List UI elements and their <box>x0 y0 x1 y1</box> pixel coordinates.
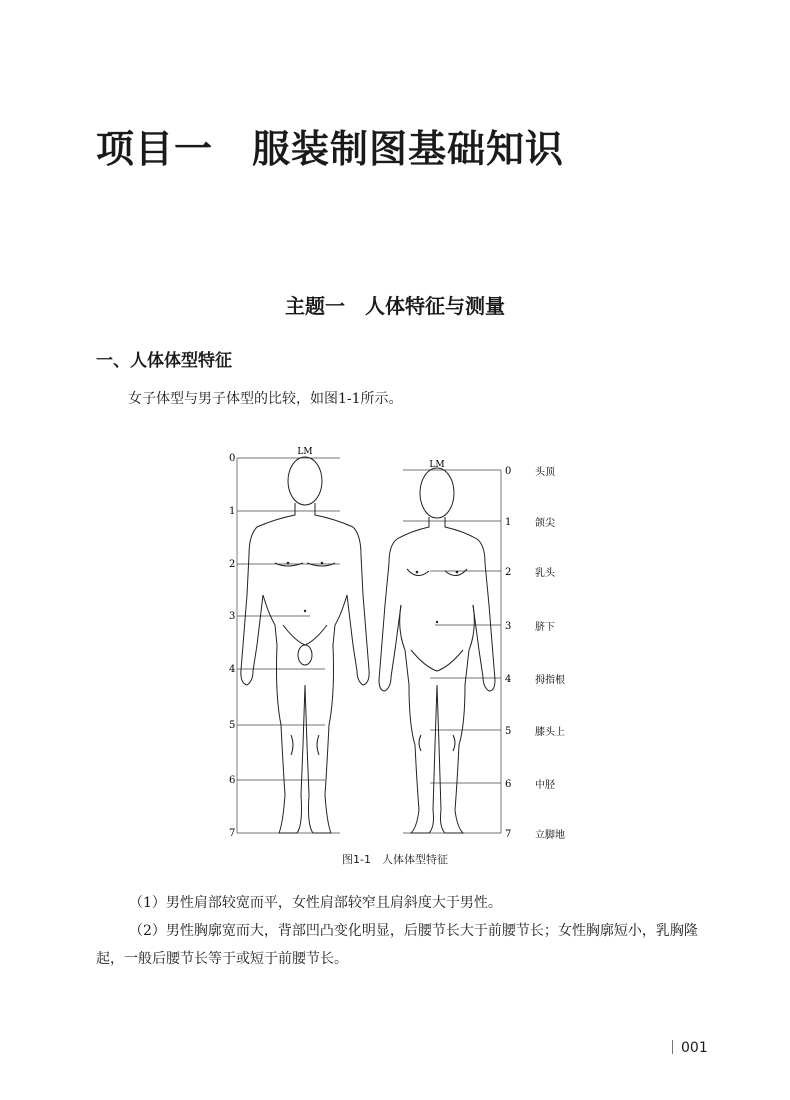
head-unit-left-3: 3 <box>229 611 236 622</box>
female-figure <box>379 468 495 833</box>
head-unit-right-1: 1 <box>505 517 512 528</box>
head-unit-left-5: 5 <box>229 720 236 731</box>
head-unit-left-2: 2 <box>229 559 236 570</box>
head-unit-left-7: 7 <box>229 828 236 839</box>
intro-text: 女子体型与男子体型的比较，如图1-1所示。 <box>128 391 403 407</box>
head-unit-left-0: 0 <box>229 453 236 464</box>
head-unit-left-1: 1 <box>229 506 236 517</box>
landmark-label: 中胫 <box>535 780 555 791</box>
landmark-label: 头顶 <box>535 467 555 478</box>
paragraph-1: （1）男性肩部较宽而平，女性肩部较窄且肩斜度大于男性。 <box>129 895 502 911</box>
lm-label-male: LM <box>297 447 313 457</box>
head-unit-right-5: 5 <box>505 726 512 737</box>
head-unit-right-0: 0 <box>505 466 512 477</box>
head-unit-right-6: 6 <box>505 779 512 790</box>
head-unit-right-7: 7 <box>505 829 512 840</box>
landmark-label: 立脚地 <box>535 830 565 841</box>
landmark-label: 膝头上 <box>535 727 565 738</box>
landmark-label: 乳头 <box>535 568 555 579</box>
landmark-label: 脐下 <box>535 622 555 633</box>
female-figure-guides <box>403 470 501 833</box>
male-figure <box>241 457 369 833</box>
head-unit-right-3: 3 <box>505 621 512 632</box>
lm-label-female: LM <box>429 460 445 470</box>
male-figure-guides <box>237 458 340 833</box>
section-heading: 一、人体体型特征 <box>96 351 232 371</box>
landmark-label: 拇指根 <box>535 675 565 686</box>
head-unit-left-4: 4 <box>229 664 236 675</box>
body-proportion-figure <box>225 445 585 845</box>
head-unit-left-6: 6 <box>229 775 236 786</box>
head-unit-right-2: 2 <box>505 567 512 578</box>
page-number-text: 001 <box>681 1040 708 1056</box>
page-number <box>672 1040 708 1056</box>
paragraph-2: （2）男性胸廓宽而大，背部凹凸变化明显，后腰节长大于前腰节长；女性胸廓短小，乳胸隆起，一般后腰节长等于或短于前腰节长。 <box>96 923 698 967</box>
figure-caption: 图1-1 人体体型特征 <box>342 853 448 866</box>
head-unit-right-4: 4 <box>505 674 512 685</box>
chapter-title: 项目一 服装制图基础知识 <box>96 127 565 171</box>
landmark-label: 颌尖 <box>535 518 555 529</box>
topic-title: 主题一 人体特征与测量 <box>285 294 505 318</box>
folio-divider <box>672 1040 673 1054</box>
